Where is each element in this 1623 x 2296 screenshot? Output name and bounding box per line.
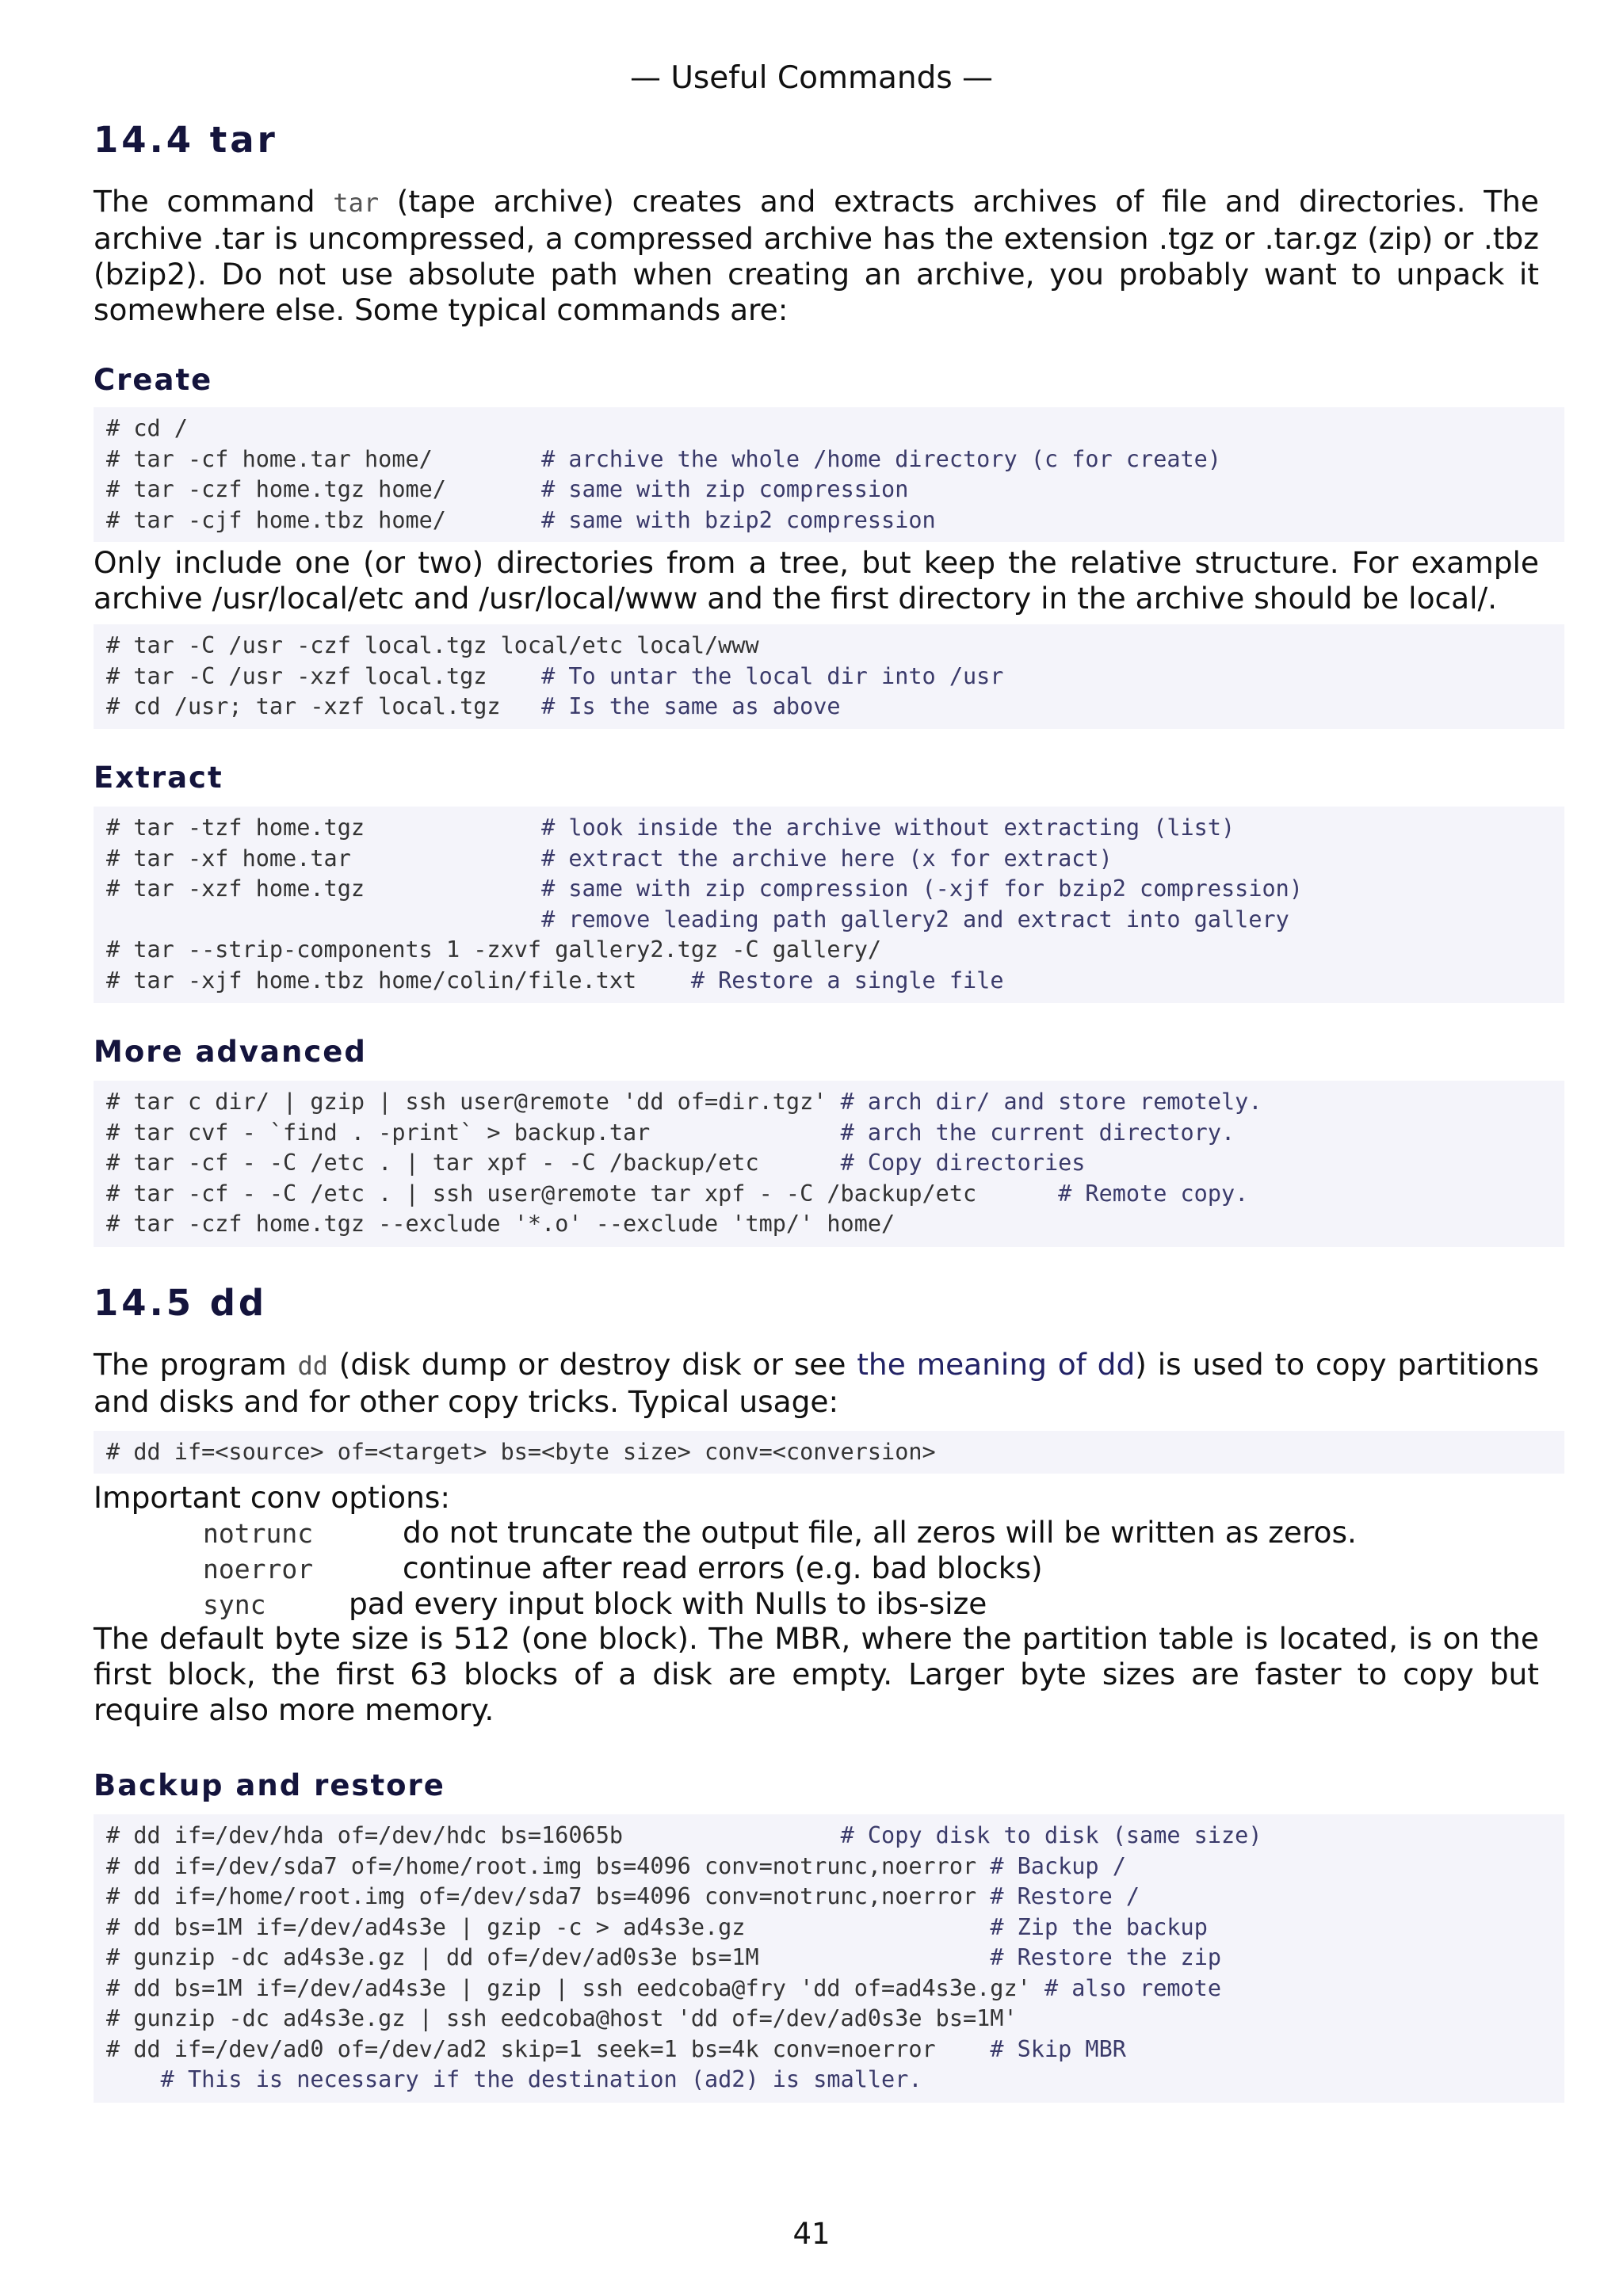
code-block-create (94, 407, 1564, 542)
code-command: # gunzip -dc ad4s3e.gz | ssh eedcoba@host 'dd of=/dev/ad0s3e bs=1M' (106, 2005, 1018, 2031)
dd-intro-text-mid: (disk dump or destroy disk or see (327, 1347, 857, 1382)
subheading-create: Create (94, 363, 213, 397)
code-command: # tar --strip-components 1 -zxvf gallery2.tgz -C gallery/ (106, 936, 882, 963)
code-command: # dd if=/dev/hda of=/dev/hdc bs=16065b (106, 1822, 841, 1848)
code-line (106, 1119, 1235, 1146)
code-comment: # To untar the local dir into /usr (541, 662, 1004, 689)
code-line (106, 507, 936, 533)
option-noerror (94, 1550, 1539, 1586)
option-description: do not truncate the output file, all zeros will be written as zeros. (403, 1515, 1357, 1550)
code-line (106, 1089, 1262, 1115)
code-block-advanced (94, 1081, 1564, 1247)
code-block-backup (94, 1814, 1564, 2103)
tar-intro-text-start: The command (94, 184, 334, 219)
code-comment: # Zip the backup (990, 1913, 1208, 1940)
code-line (106, 967, 1003, 994)
code-line (106, 1944, 1221, 1970)
code-line (106, 1150, 1085, 1176)
code-command (106, 906, 541, 933)
code-command: # tar -cjf home.tbz home/ (106, 506, 542, 533)
code-comment: # same with zip compression (-xjf for bzip2 compression) (541, 875, 1303, 902)
code-comment: # This is necessary if the destination (ad2) is smaller. (160, 2066, 922, 2092)
code-comment: # remove leading path gallery2 and extract into gallery (541, 906, 1289, 933)
code-comment: # extract the archive here (x for extract) (541, 845, 1113, 871)
code-line (106, 1883, 1140, 1909)
option-notrunc (94, 1515, 1539, 1550)
code-line (106, 936, 881, 963)
code-comment: # arch the current directory. (840, 1119, 1235, 1146)
section-heading-tar: 14.4 tar (94, 119, 278, 161)
code-line (106, 814, 1235, 841)
option-name: notrunc (203, 1518, 314, 1549)
code-command: # cd /usr; tar -xzf local.tgz (106, 693, 542, 719)
code-comment: # archive the whole /home directory (c for create) (541, 445, 1222, 472)
code-line (106, 1180, 1248, 1207)
code-line (106, 1975, 1221, 2001)
code-command (106, 2066, 161, 2092)
code-line (106, 693, 841, 719)
subheading-extract: Extract (94, 761, 223, 795)
code-line (106, 2036, 1126, 2062)
code-command: # dd bs=1M if=/dev/ad4s3e | gzip | ssh eedcoba@fry 'dd of=ad4s3e.gz' (106, 1974, 1044, 2001)
code-line (106, 845, 1113, 871)
code-command: # tar -C /usr -czf local.tgz local/etc local/www (106, 632, 759, 658)
code-command: # tar -xjf home.tbz home/colin/file.txt (106, 967, 691, 994)
code-block-relative (94, 624, 1564, 729)
option-description: pad every input block with Nulls to ibs-size (349, 1586, 987, 1621)
code-command: # dd if=/dev/sda7 of=/home/root.img bs=4096 conv=notrunc,noerror (106, 1852, 991, 1879)
code-line (106, 415, 188, 441)
code-line (106, 2005, 1018, 2031)
subheading-more-advanced: More advanced (94, 1035, 367, 1069)
code-comment: # Restore the zip (990, 1944, 1222, 1970)
code-line (106, 446, 1221, 472)
code-command: # tar -czf home.tgz --exclude '*.o' --exclude 'tmp/' home/ (106, 1211, 896, 1237)
code-command: # tar -cf - -C /etc . | ssh user@remote tar xpf - -C /backup/etc (106, 1180, 1059, 1207)
code-comment: # arch dir/ and store remotely. (840, 1089, 1262, 1115)
tar-intro-text-end: (tape archive) creates and extracts archives of file and directories. The archive .tar is uncompressed, a compressed archive has the extension .tgz or .tar.gz (zip) or .tbz (bzip2). Do not use absolute path when creating an archive, you probably want to unpack it somewhere else. Some typical commands are: (94, 184, 1540, 327)
code-command: # tar -czf home.tgz home/ (106, 476, 542, 502)
code-line (106, 476, 908, 502)
code-comment: # Remote copy. (1058, 1180, 1249, 1207)
code-command: # dd if=/dev/ad0 of=/dev/ad2 skip=1 seek=1 bs=4k conv=noerror (106, 2035, 991, 2062)
option-description: continue after read errors (e.g. bad blocks) (403, 1550, 1043, 1585)
code-comment: # also remote (1044, 1974, 1221, 2001)
code-line (106, 632, 759, 658)
conv-options-label: Important conv options: (94, 1480, 451, 1515)
code-comment: # same with bzip2 compression (541, 506, 936, 533)
code-command: # cd / (106, 415, 188, 441)
code-comment: # same with zip compression (541, 476, 909, 502)
code-comment: # Restore / (990, 1883, 1140, 1909)
dd-intro-text-start: The program (94, 1347, 298, 1382)
option-name: sync (203, 1589, 266, 1620)
code-line (106, 906, 1289, 933)
code-comment: # Backup / (990, 1852, 1126, 1879)
dd-intro-text-end: ) is used to copy partitions and disks and for other copy tricks. Typical usage: (94, 1347, 1540, 1419)
code-line (106, 1914, 1208, 1940)
code-line (106, 663, 1003, 689)
tar-intro-paragraph (94, 184, 1539, 328)
option-name: noerror (203, 1554, 314, 1585)
code-command: # tar -C /usr -xzf local.tgz (106, 662, 542, 689)
code-command: # tar c dir/ | gzip | ssh user@remote 'dd of=dir.tgz' (106, 1089, 841, 1115)
code-block-dd-usage: # dd if=<source> of=<target> bs=<byte size> conv=<conversion> (94, 1431, 1564, 1474)
code-command: # tar cvf - `find . -print` > backup.tar (106, 1119, 841, 1146)
tar-inline-code: tar (333, 188, 380, 218)
code-line (106, 2066, 922, 2092)
code-command: # gunzip -dc ad4s3e.gz | dd of=/dev/ad0s3e bs=1M (106, 1944, 991, 1970)
code-comment: # look inside the archive without extracting (list) (541, 814, 1235, 841)
code-command: # dd if=/home/root.img of=/dev/sda7 bs=4096 conv=notrunc,noerror (106, 1883, 991, 1909)
dd-intro-paragraph (94, 1347, 1539, 1420)
code-comment: # Is the same as above (541, 693, 841, 719)
subheading-backup-restore: Backup and restore (94, 1768, 445, 1802)
code-command: # dd bs=1M if=/dev/ad4s3e | gzip -c > ad4s3e.gz (106, 1913, 991, 1940)
code-line (106, 1822, 1262, 1848)
section-heading-dd: 14.5 dd (94, 1282, 268, 1324)
code-comment: # Restore a single file (690, 967, 1004, 994)
meaning-of-dd-link[interactable]: the meaning of dd (857, 1347, 1136, 1382)
code-command: # tar -cf home.tar home/ (106, 445, 542, 472)
code-comment: # Copy disk to disk (same size) (840, 1822, 1262, 1848)
code-command: # tar -cf - -C /etc . | tar xpf - -C /backup/etc (106, 1150, 841, 1176)
option-sync (94, 1586, 1539, 1622)
code-command: # tar -xf home.tar (106, 845, 542, 871)
running-head: — Useful Commands — (629, 60, 994, 96)
code-block-extract (94, 807, 1564, 1003)
code-line (106, 1211, 895, 1237)
code-command: # tar -tzf home.tgz (106, 814, 542, 841)
relative-structure-paragraph: Only include one (or two) directories from a tree, but keep the relative structure. For example archive /usr/local/etc and /usr/local/www and the first directory in the archive should be local/. (94, 545, 1539, 616)
page-number: 41 (792, 2217, 831, 2251)
block-size-paragraph: The default byte size is 512 (one block). The MBR, where the partition table is located, is on the first block, the first 63 blocks of a disk are empty. Larger byte sizes are faster to copy but require also more memory. (94, 1621, 1539, 1727)
dd-inline-code: dd (297, 1351, 328, 1381)
code-comment: # Skip MBR (990, 2035, 1126, 2062)
code-comment: # Copy directories (840, 1150, 1086, 1176)
code-line (106, 875, 1303, 902)
code-line (106, 1853, 1126, 1879)
code-command: # tar -xzf home.tgz (106, 875, 542, 902)
